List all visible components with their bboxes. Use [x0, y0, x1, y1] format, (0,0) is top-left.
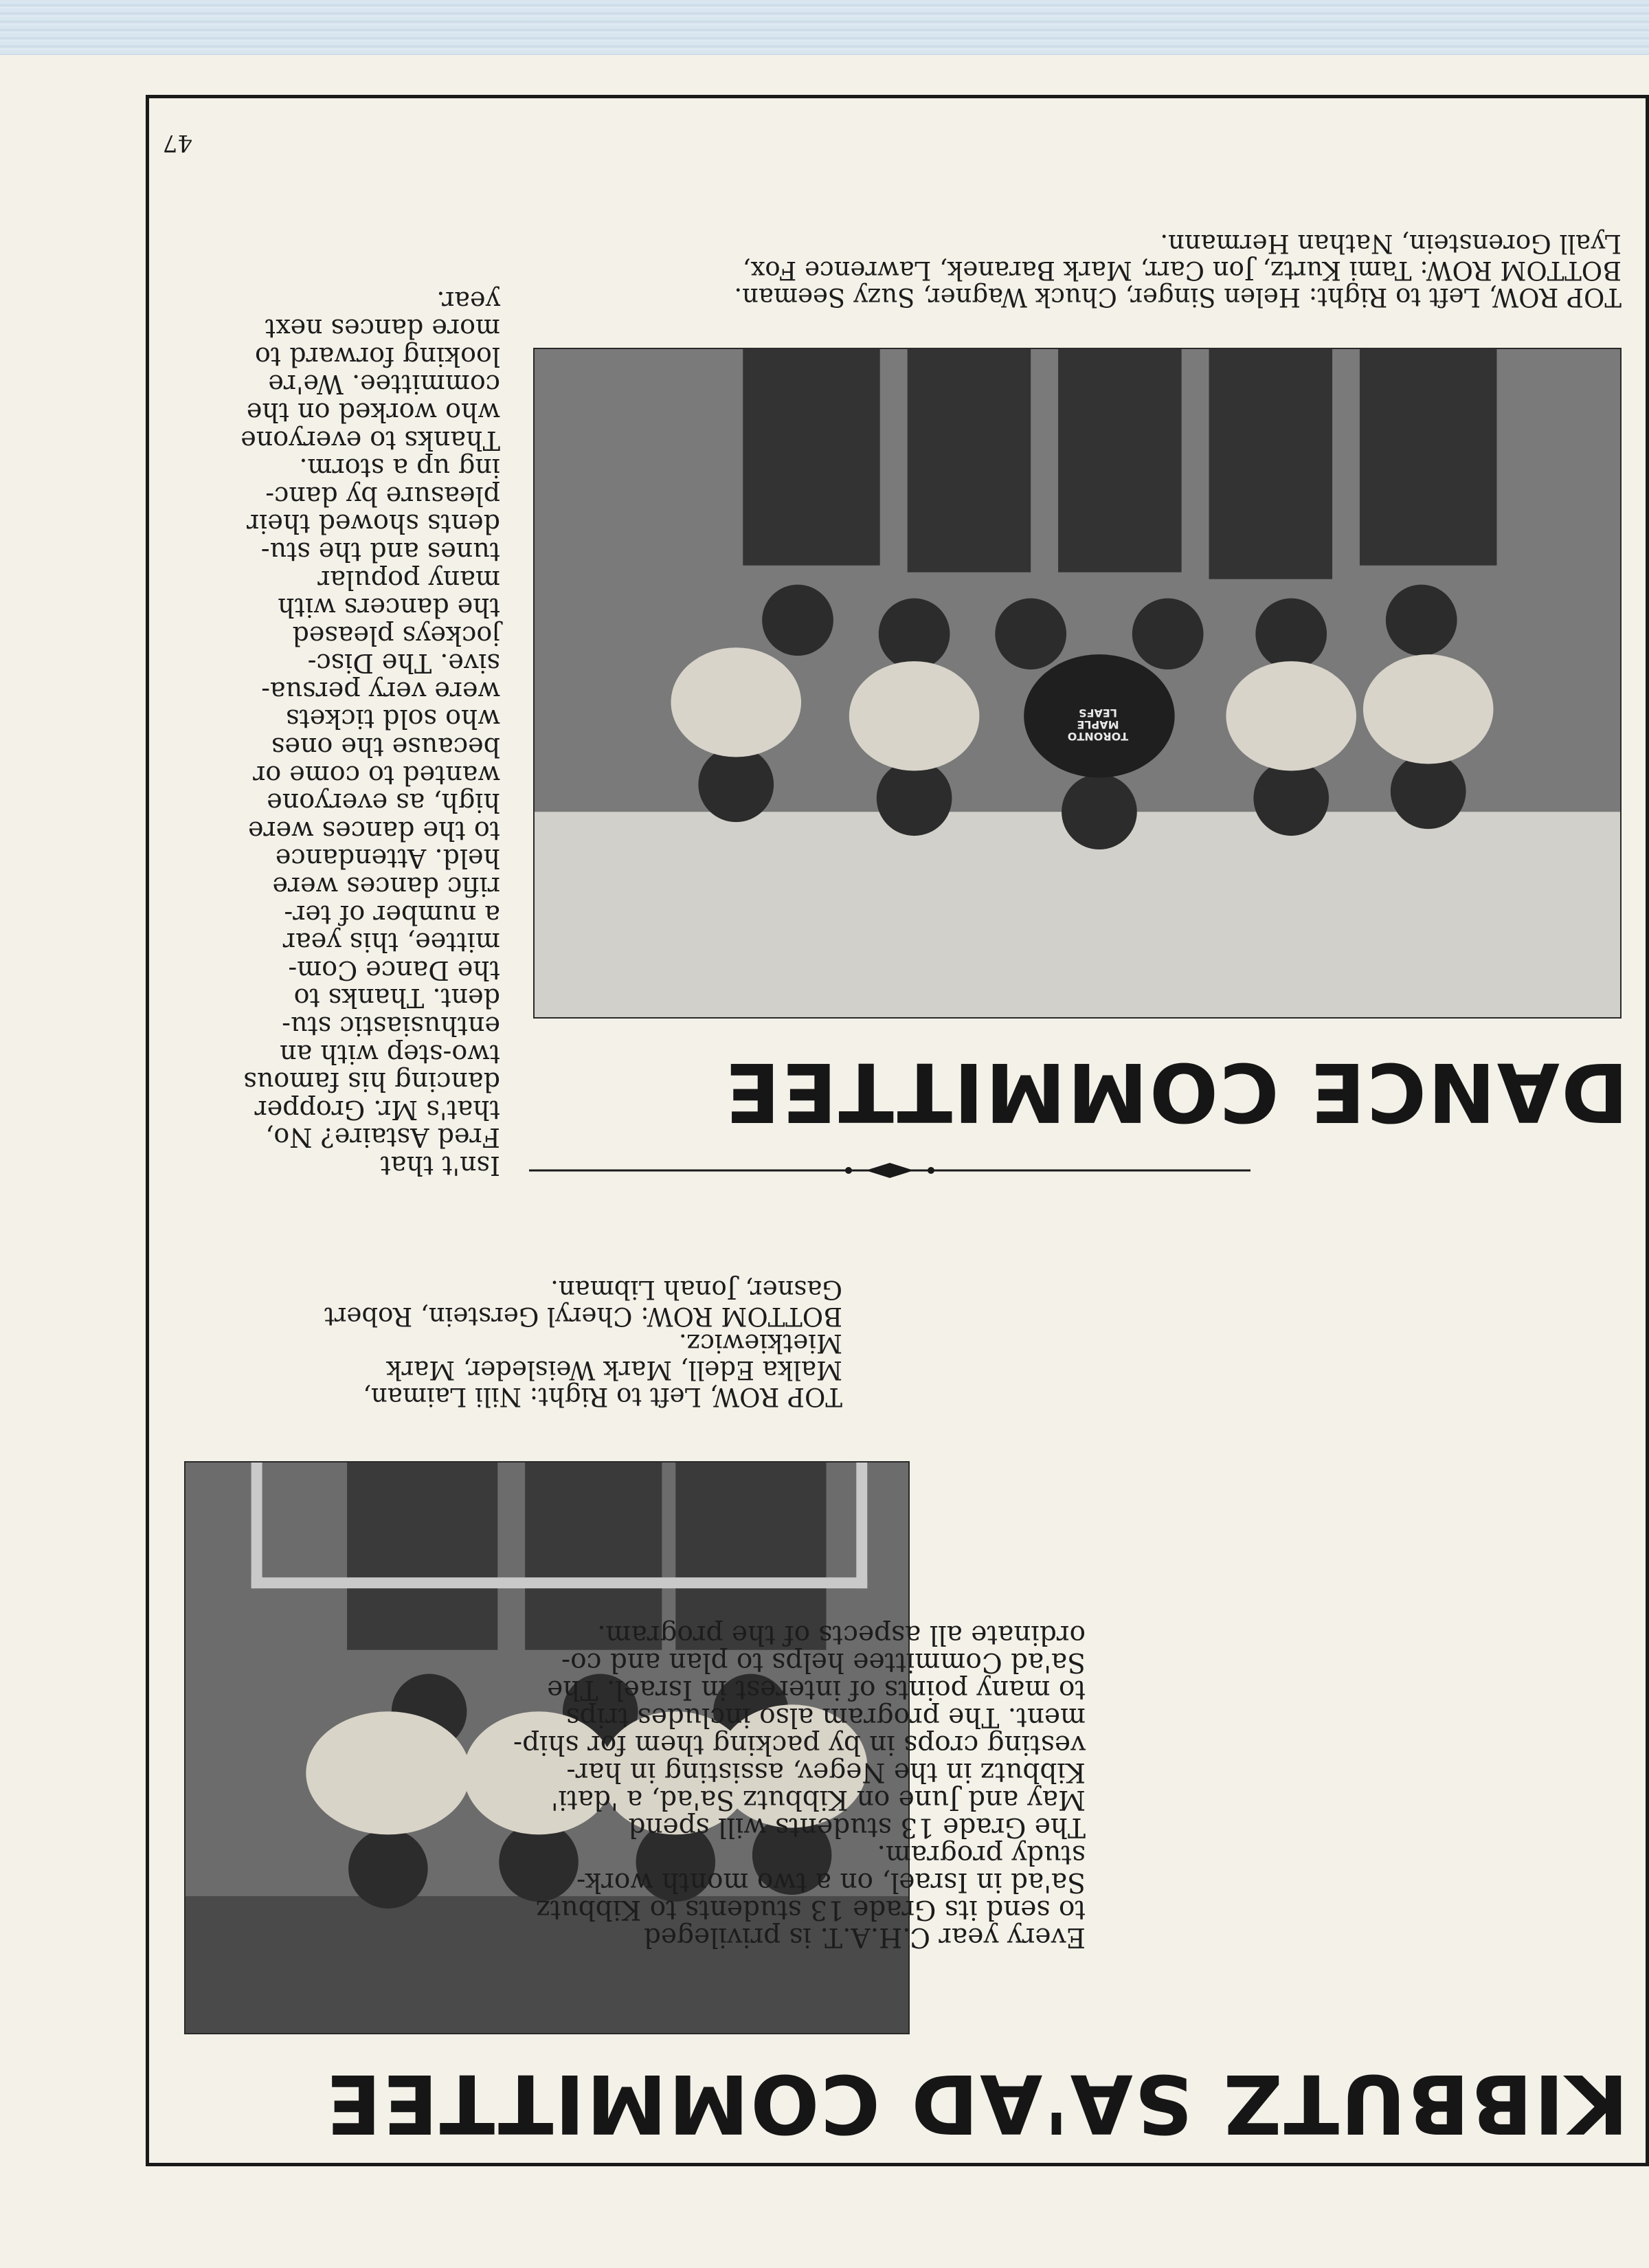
dance-heading: DANCE COMMITTEE: [723, 1045, 1628, 1139]
dance-description: Isn't that Fred Astaire? No, that's Mr. Gropper dancing his famous two-step with an enthusiastic stu- dent. Thanks to the Dance Com- mittee, this year a number of ter- rific dances were held. Attendance to the dances were high, as everyone wanted to come or because the ones who sold tickets were very persua- sive. The Disc- jockeys pleased the dancers with many popular tunes and the stu- dents showed their pleasure by danc- ing up a storm. Thanks to everyone who worked on the committee. We're looking forward to more dances next year.: [240, 285, 500, 1181]
shirt-lettering: TORONTO MAPLE LEAFS: [1067, 707, 1129, 743]
kibbutz-heading: KIBBUTZ SA'AD COMMITTEE: [324, 2056, 1628, 2151]
photo-silhouettes-dance: [535, 349, 1620, 1017]
dance-group-photo: [533, 348, 1622, 1019]
page-number: 47: [162, 129, 192, 157]
kibbutz-description: Every year C.H.A.T. is privileged to send its Grade 13 students to Kibbutz Sa'ad in Israel, on a two month work- study program. The Grade 13 students will spend May and June on Kibbutz Sa'ad, a 'dati' Kibbutz in the Negev, assisting in har- vesting crops in by packing them for ship- ment. The program also includes trips to many points of interest in Israel. The Sa'ad Committee helps to plan and co- ordinate all aspects of the program.: [513, 1619, 1086, 1953]
kibbutz-caption: TOP ROW, Left to Right: Nili Laiman, Malka Edell, Mark Weisleder, Mark Mietkiewicz. BOTTOM ROW: Cheryl Gerstein, Robert Gasner, Jonah Libman.: [324, 1275, 842, 1412]
dance-caption: TOP ROW, Left to Right: Helen Singer, Chuck Wagner, Suzy Seeman. BOTTOM ROW: Tami Kurtz, Jon Carr, Mark Baranek, Lawrence Fox, Lyall Gorenstein, Nathan Hermann.: [734, 229, 1622, 312]
ornamental-divider: [529, 1161, 1250, 1179]
